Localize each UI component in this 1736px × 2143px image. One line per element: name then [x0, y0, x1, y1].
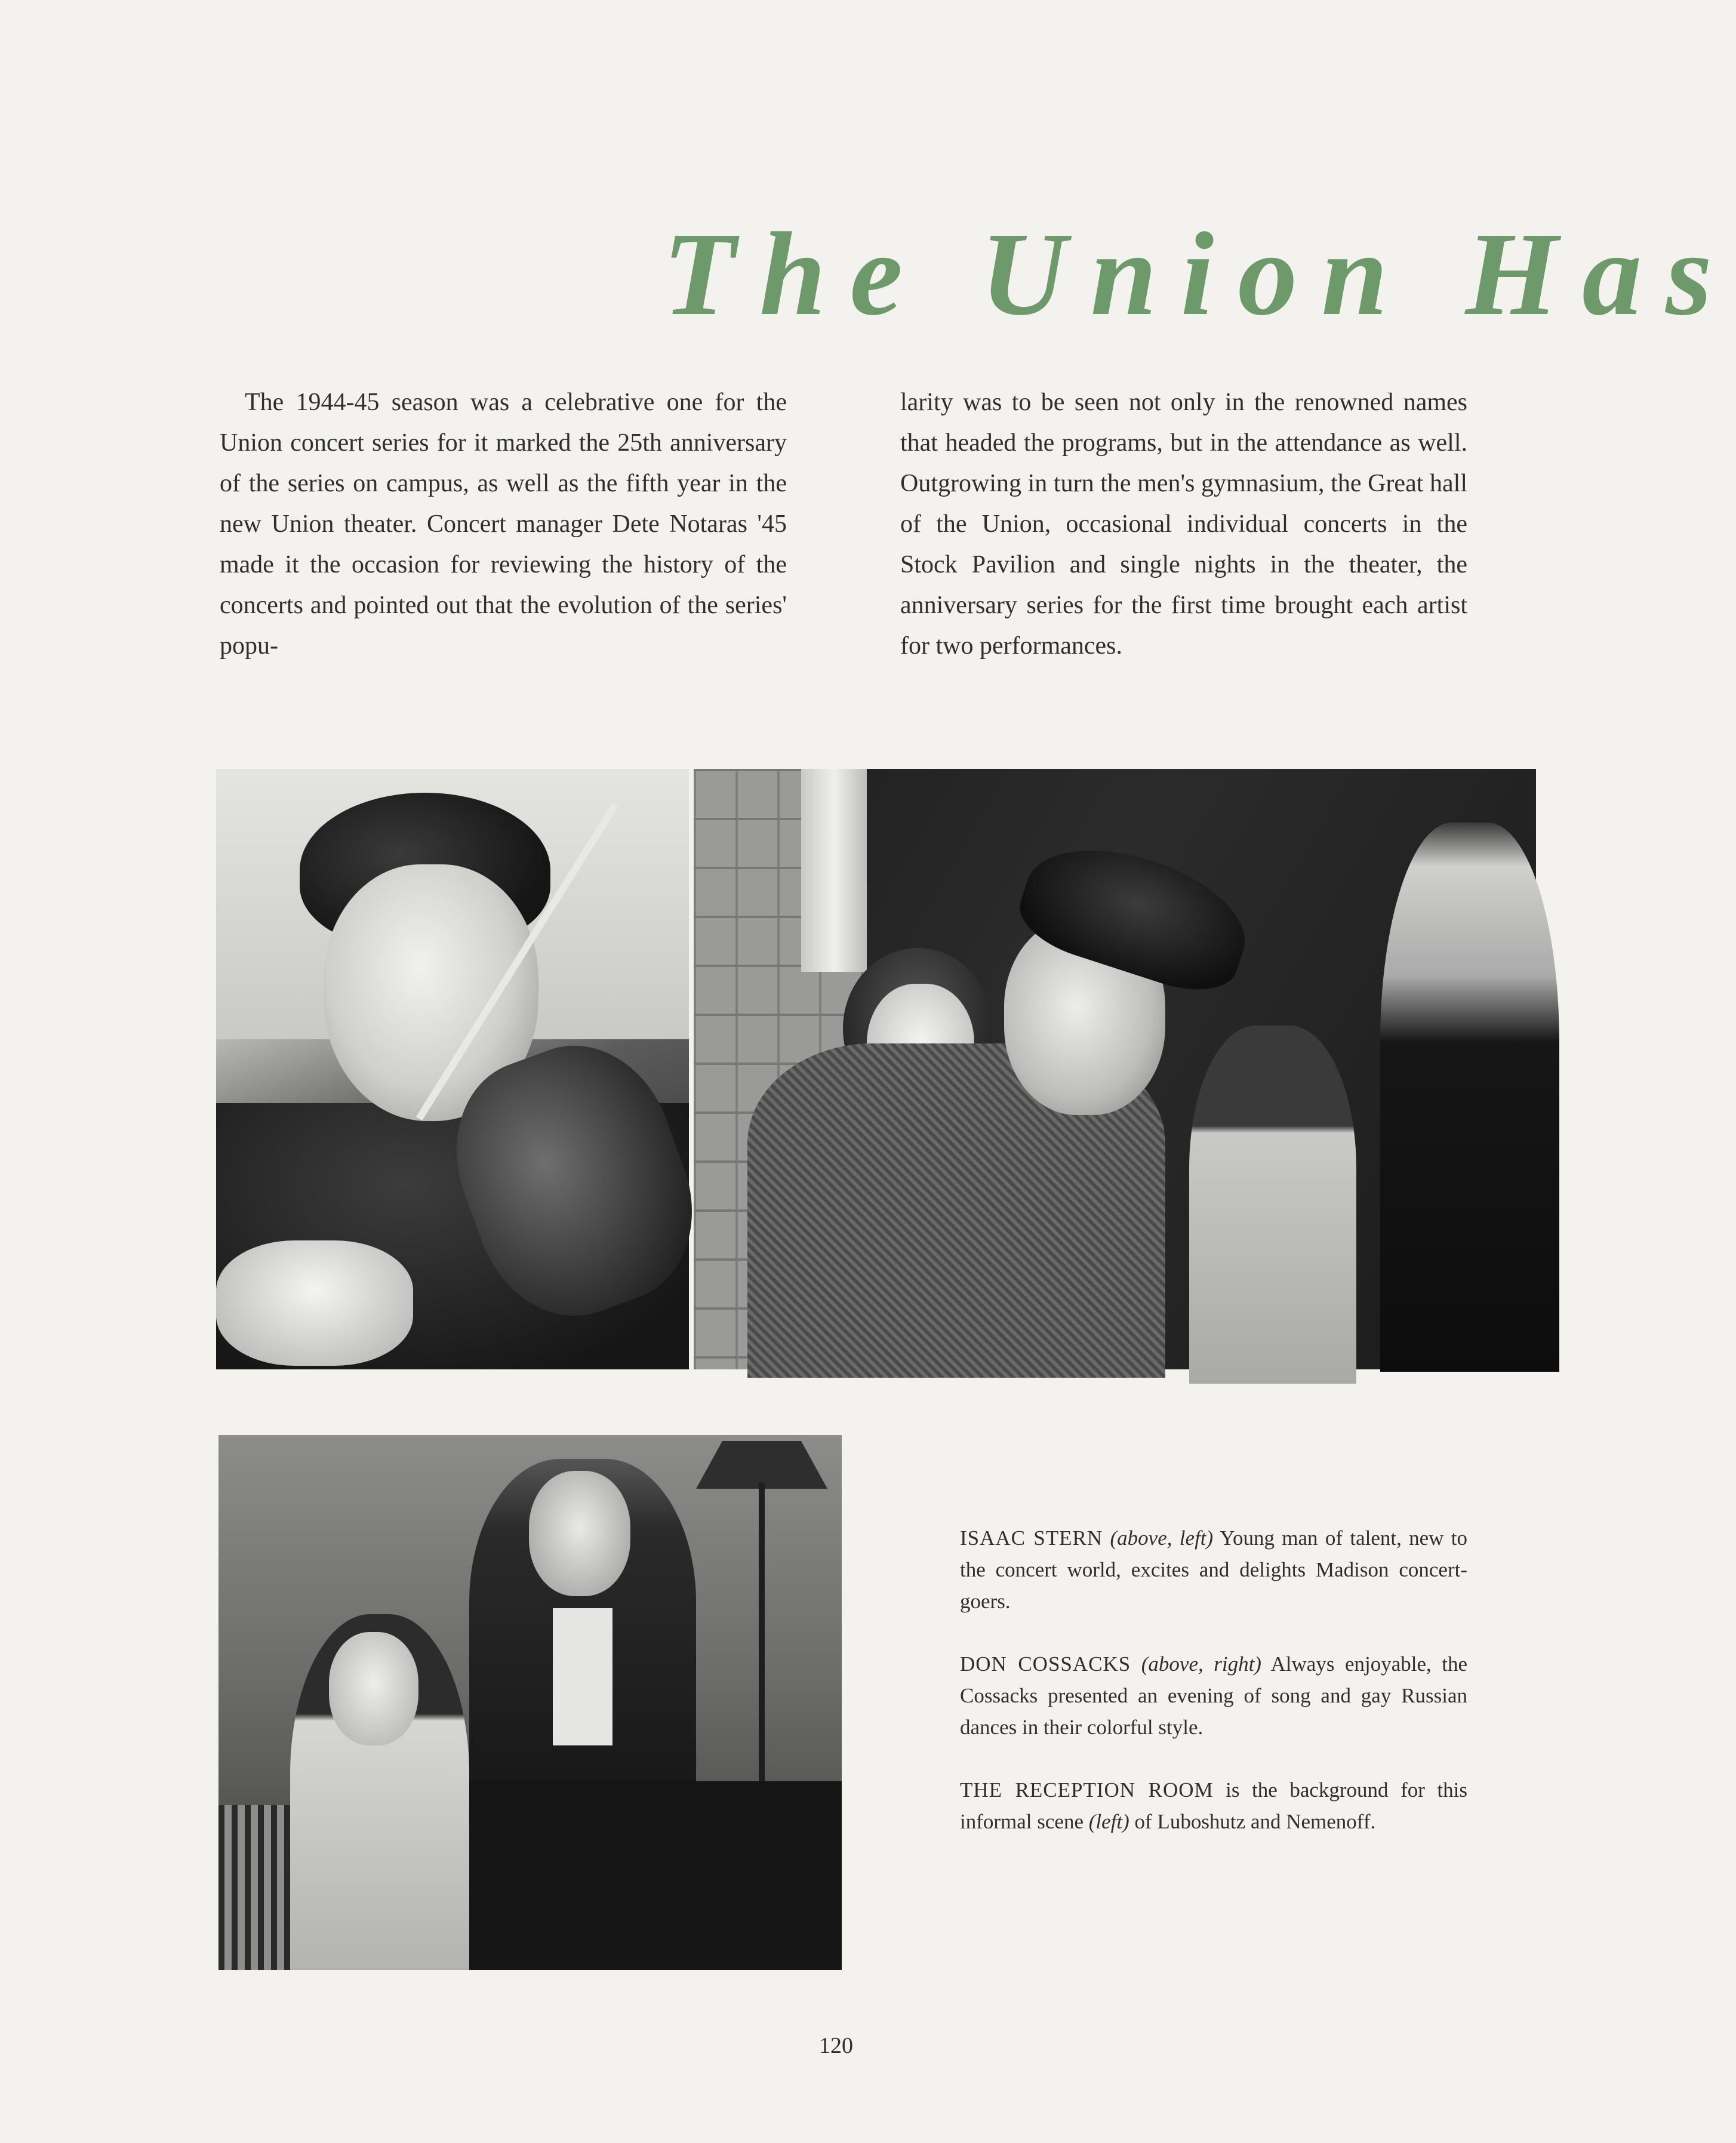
caption-head: THE RECEPTION ROOM [960, 1778, 1214, 1802]
caption-text: of Luboshutz and Nemenoff. [1134, 1810, 1376, 1833]
caption-reception-room [960, 1774, 1467, 1837]
reception-room-photo [218, 1435, 842, 1970]
isaac-stern-photo [216, 769, 689, 1369]
caption-head: ISAAC STERN [960, 1526, 1103, 1550]
caption-isaac-stern [960, 1522, 1467, 1617]
don-cossacks-photo [694, 769, 1536, 1369]
intro-right-text: larity was to be seen not only in the renowned names that headed the programs, but in the attendance as well. Outgrowing in turn the men's gymnasium, the Great hall of the Union, occasional individual concerts in the Stock Pavilion and single nights in the theater, the anniversary series for the first time brought each artist for two performances. [900, 389, 1467, 660]
caption-text: Always enjoyable, the Cossacks presented an evening of song and gay Russian dances in their colorful style. [960, 1652, 1468, 1739]
intro-left-text: The 1944-45 season was a celebrative one for the Union concert series for it marked the 25th anniversary of the series on campus, as well as the fifth year in the new Union theater. Concert manager Dete Notaras '45 made it the occasion for reviewing the history of the concerts and pointed out that the evolution of the series' popu- [220, 389, 787, 660]
caption-ref: (above, left) [1110, 1526, 1214, 1550]
page-number: 120 [819, 2033, 853, 2058]
intro-left-column [220, 382, 787, 666]
caption-ref: (above, right) [1141, 1652, 1261, 1676]
caption-text: Young man of talent, new to the concert world, excites and delights Madison concert-goers. [960, 1526, 1468, 1613]
caption-mid: is the background for this informal scene [960, 1778, 1467, 1833]
intro-right-column [900, 382, 1467, 666]
caption-head: DON COSSACKS [960, 1652, 1131, 1676]
caption-don-cossacks [960, 1648, 1467, 1743]
page-title: The Union Has [663, 208, 1736, 340]
caption-ref: (left) [1088, 1810, 1129, 1833]
photo-captions [960, 1522, 1467, 1868]
